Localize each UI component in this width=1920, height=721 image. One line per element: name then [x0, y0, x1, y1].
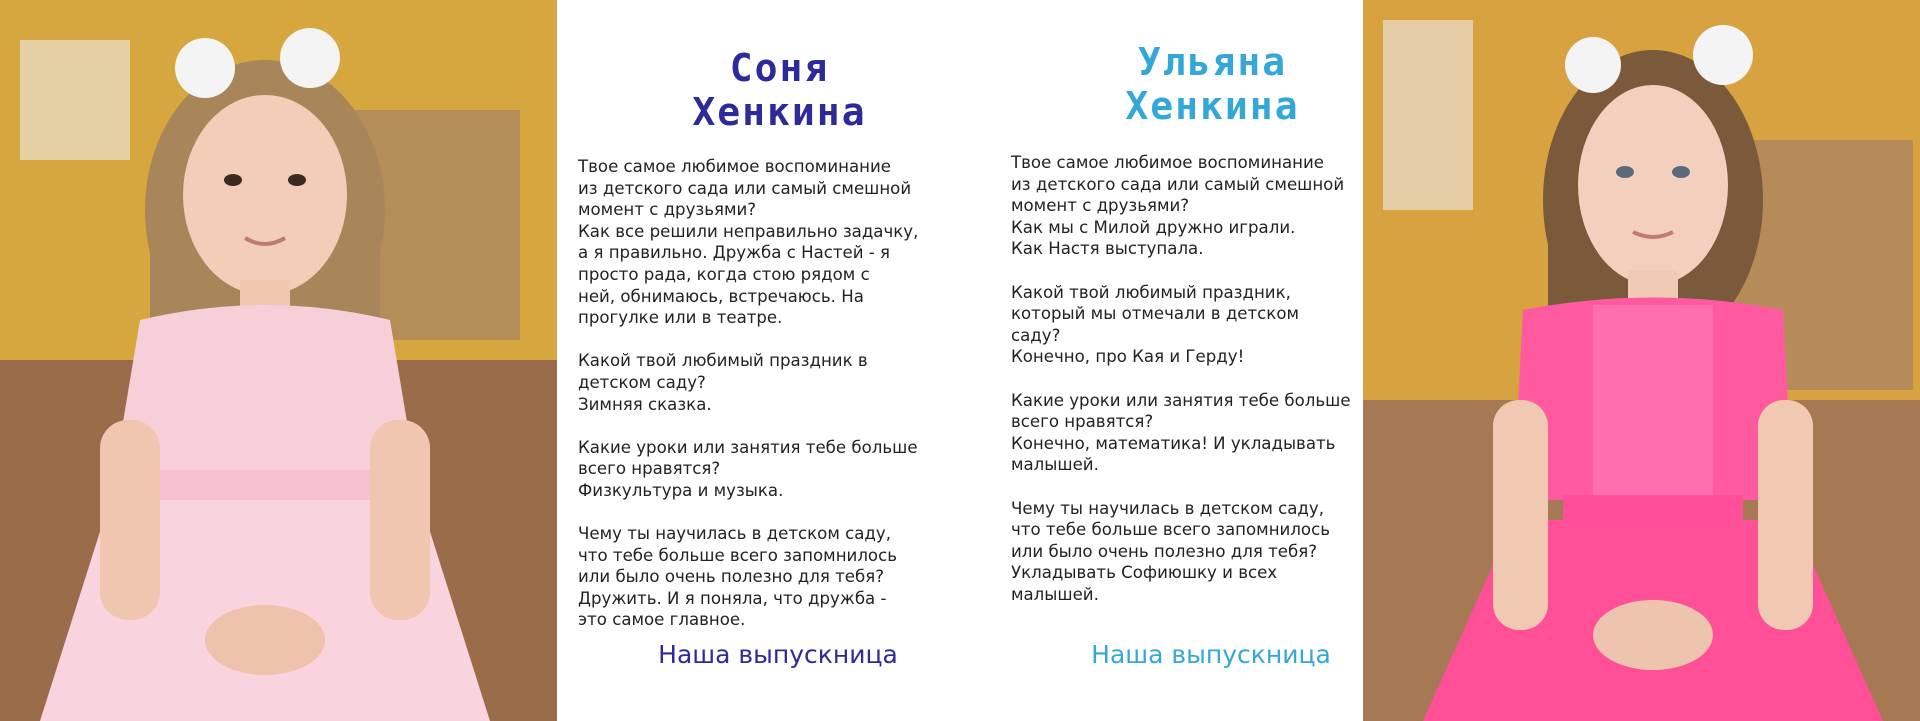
right-name-last: Хенкина [1125, 84, 1300, 128]
right-photo-illustration [1363, 0, 1920, 721]
right-girl-photo [1363, 0, 1920, 721]
left-name-last: Хенкина [692, 90, 867, 134]
left-photo-illustration [0, 0, 557, 721]
right-footer-caption: Наша выпускница [1091, 640, 1331, 669]
left-questionnaire-text: Твое самое любимое воспоминание из детского сада или самый смешной момент с друзьями? Как все решили неправильно задачку, а я правильно. Дружба с Настей - я просто рада, когда стою рядом с ней, обнимаюсь, встречаюсь. На прогулке или в театре. Какой твой любимый праздник в детском саду? Зимняя сказка. Какие уроки или занятия тебе больше всего нравятся? Физкультура и музыка. Чему ты научилась в детском саду, что тебе больше всего запомнилось или было очень полезно для тебя? Дружить. И я поняла, что дружба - это самое главное. [578, 157, 919, 630]
right-name-first: Ульяна [1137, 40, 1288, 84]
left-text-page [578, 0, 981, 721]
right-text-page [1011, 0, 1414, 721]
left-footer-caption: Наша выпускница [658, 640, 898, 669]
right-questionnaire-text: Твое самое любимое воспоминание из детского сада или самый смешной момент с друзьями? Как мы с Милой дружно играли. Как Настя выступала. Какой твой любимый праздник, который мы отмечали в детском саду? Конечно, про Кая и Герду! Какие уроки или занятия тебе больше всего нравятся? Конечно, математика! И укладывать малышей. Чему ты научилась в детском саду, что тебе больше всего запомнилось или было очень полезно для тебя? Укладывать Софиюшку и всех малышей. [1011, 153, 1351, 604]
left-girl-photo [0, 0, 557, 721]
right-girl-name [1011, 40, 1414, 128]
left-girl-name [578, 46, 981, 134]
left-name-first: Соня [729, 46, 830, 90]
